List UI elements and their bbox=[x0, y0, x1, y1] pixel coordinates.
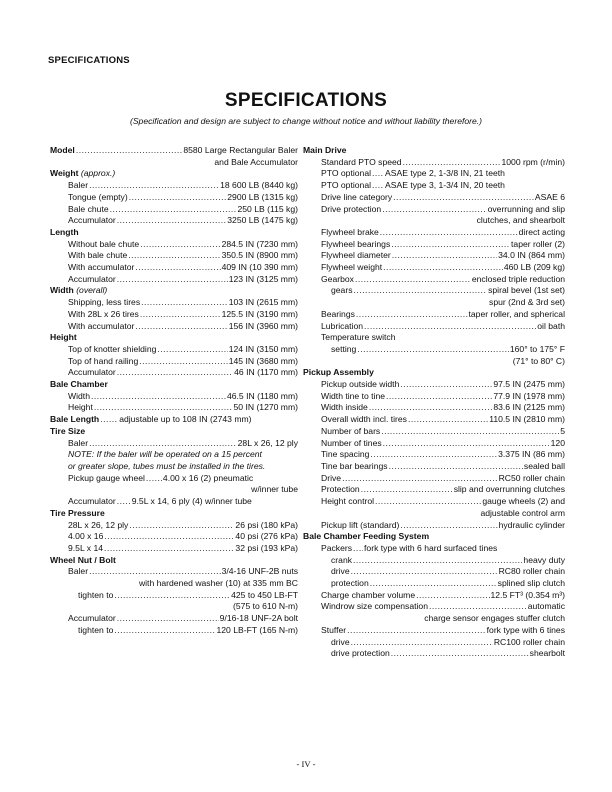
dot-leader bbox=[139, 356, 228, 368]
spec-label: Width inside bbox=[321, 402, 368, 413]
spec-row bbox=[50, 321, 298, 333]
spec-value: taper roller, and spherical bbox=[468, 308, 565, 319]
spec-label: PTO optional bbox=[321, 180, 372, 191]
spec-label: 28L x 26, 12 ply bbox=[68, 519, 129, 530]
page-number: - IV - bbox=[296, 759, 316, 769]
spec-row bbox=[303, 379, 565, 391]
spec-value: 110.5 IN (2810 mm) bbox=[489, 414, 565, 425]
dot-leader bbox=[117, 496, 131, 508]
dot-leader bbox=[357, 344, 509, 356]
spec-value: 425 to 450 LB-FT bbox=[231, 589, 298, 600]
dot-leader bbox=[117, 367, 233, 379]
spec-value: spiral bevel (1st set) bbox=[488, 285, 565, 296]
dot-leader bbox=[353, 555, 522, 567]
spec-row bbox=[303, 250, 565, 262]
spec-row bbox=[50, 391, 298, 403]
dot-leader bbox=[370, 578, 497, 590]
spec-value: 5 bbox=[560, 425, 565, 436]
dot-leader bbox=[89, 180, 219, 192]
spec-label: Tongue (empty) bbox=[68, 191, 128, 202]
spec-value: 9/16-18 UNF-2A bolt bbox=[219, 613, 298, 624]
spec-label: Stuffer bbox=[321, 624, 347, 635]
spec-label: Accumulator bbox=[68, 613, 116, 624]
spec-row bbox=[303, 578, 565, 590]
dot-leader bbox=[140, 309, 221, 321]
spec-row bbox=[50, 215, 298, 227]
spec-row bbox=[50, 297, 298, 309]
dot-leader bbox=[91, 391, 226, 403]
spec-value: RC50 roller chain bbox=[498, 472, 565, 483]
spec-row bbox=[50, 180, 298, 192]
spec-row bbox=[303, 157, 565, 169]
spec-row bbox=[50, 531, 298, 543]
spec-label: Top of hand railing bbox=[68, 355, 139, 366]
spec-value: 50 IN (1270 mm) bbox=[233, 402, 298, 413]
spec-value: ASAE 6 bbox=[534, 191, 565, 202]
dot-leader bbox=[354, 285, 488, 297]
spec-label: tighten to bbox=[78, 624, 114, 635]
spec-value: taper roller (2) bbox=[511, 238, 565, 249]
spec-label: Tine spacing bbox=[321, 449, 370, 460]
gears-cont: spur (2nd & 3rd set) bbox=[489, 297, 565, 308]
spec-label: (approx.) bbox=[80, 168, 116, 179]
spec-value: 12.5 FT³ (0.354 m³) bbox=[490, 589, 565, 600]
spec-label: Height bbox=[68, 402, 93, 413]
dot-leader bbox=[355, 274, 471, 286]
spec-row bbox=[303, 274, 565, 286]
spec-row bbox=[50, 543, 298, 555]
spec-row bbox=[303, 321, 565, 333]
spec-row bbox=[303, 473, 565, 485]
spec-value: overrunning and slip bbox=[487, 203, 565, 214]
spec-row bbox=[50, 473, 298, 485]
spec-label: Baler bbox=[68, 566, 89, 577]
dot-leader bbox=[89, 566, 221, 578]
dot-leader bbox=[372, 168, 384, 180]
spec-label: Protection bbox=[321, 484, 360, 495]
spec-value: fork type with 6 tines bbox=[486, 624, 565, 635]
dot-leader bbox=[351, 566, 498, 578]
spec-row bbox=[303, 625, 565, 637]
dot-leader bbox=[369, 402, 493, 414]
spec-label: tighten to bbox=[78, 589, 114, 600]
spec-row bbox=[303, 391, 565, 403]
spec-label: Width bbox=[50, 285, 74, 296]
section-wheel-nut: Wheel Nut / Bolt bbox=[50, 554, 116, 565]
spec-row-bale-length bbox=[50, 414, 298, 426]
spec-label: (overall) bbox=[76, 285, 108, 296]
spec-label: Bale Length bbox=[50, 414, 100, 425]
spec-label: 9.5L x 14 bbox=[68, 542, 104, 553]
dot-leader bbox=[347, 625, 485, 637]
spec-value: 26 psi (180 kPa) bbox=[235, 519, 298, 530]
spec-label: Number of tines bbox=[321, 437, 382, 448]
spec-label: Baler bbox=[68, 180, 89, 191]
spec-value: 160° to 175° F bbox=[509, 343, 565, 354]
spec-value: RC80 roller chain bbox=[498, 566, 565, 577]
spec-value: 250 LB (115 kg) bbox=[237, 203, 298, 214]
spec-label: gears bbox=[331, 285, 353, 296]
spec-value: 460 LB (209 kg) bbox=[503, 262, 565, 273]
dot-leader bbox=[429, 601, 527, 613]
spec-label: Flywheel bearings bbox=[321, 238, 391, 249]
temp-setting-cont: (71° to 80° C) bbox=[512, 355, 565, 366]
spec-row bbox=[303, 402, 565, 414]
dot-leader bbox=[403, 157, 501, 169]
spec-row bbox=[50, 367, 298, 379]
spec-label: Standard PTO speed bbox=[321, 156, 402, 167]
spec-label: drive protection bbox=[331, 648, 390, 659]
spec-row bbox=[50, 192, 298, 204]
spec-label: Top of knotter shielding bbox=[68, 343, 157, 354]
section-main-drive: Main Drive bbox=[303, 145, 347, 155]
spec-row bbox=[50, 590, 298, 602]
spec-row bbox=[303, 601, 565, 613]
spec-label: Packers bbox=[321, 542, 353, 553]
tire-note: NOTE: If the baler will be operated on a 15 percent bbox=[68, 449, 262, 460]
spec-row bbox=[303, 204, 565, 216]
right-column bbox=[303, 145, 565, 660]
dot-leader bbox=[353, 543, 363, 555]
dot-leader bbox=[400, 520, 497, 532]
dot-leader bbox=[104, 543, 234, 555]
spec-label: With accumulator bbox=[68, 320, 135, 331]
page-subtitle: (Specification and design are subject to change without notice and without liability therefore.) bbox=[129, 116, 483, 126]
section-bale-chamber: Bale Chamber bbox=[50, 379, 108, 390]
spec-row bbox=[50, 239, 298, 251]
section-feeding: Bale Chamber Feeding System bbox=[303, 531, 430, 542]
dot-leader bbox=[110, 204, 237, 216]
section-weight bbox=[50, 168, 298, 180]
spec-value: 9.5L x 14, 6 ply (4) w/inner tube bbox=[131, 496, 252, 507]
spec-value: 97.5 IN (2475 mm) bbox=[493, 379, 565, 390]
spec-label: Tine bar bearings bbox=[321, 460, 388, 471]
spec-label: Accumulator bbox=[68, 215, 116, 226]
spec-value: 28L x 26, 12 ply bbox=[237, 437, 298, 448]
spec-row bbox=[50, 402, 298, 414]
spec-value: ASAE type 2, 1-3/8 IN, 21 teeth bbox=[385, 168, 505, 179]
spec-row bbox=[303, 239, 565, 251]
dot-leader bbox=[128, 250, 220, 262]
spec-label: protection bbox=[331, 578, 369, 589]
pickup-gauge-cont: w/inner tube bbox=[251, 484, 298, 495]
dot-leader bbox=[135, 262, 220, 274]
spec-value: 284.5 IN (7230 mm) bbox=[221, 238, 298, 249]
spec-row bbox=[303, 648, 565, 660]
dot-leader bbox=[351, 637, 493, 649]
spec-row bbox=[50, 309, 298, 321]
dot-leader bbox=[400, 379, 492, 391]
spec-value: 125.5 IN (3190 mm) bbox=[221, 308, 298, 319]
running-header: SPECIFICATIONS bbox=[48, 55, 130, 66]
spec-value: 124 IN (3150 mm) bbox=[228, 343, 298, 354]
spec-row bbox=[303, 309, 565, 321]
spec-label: PTO optional bbox=[321, 168, 372, 179]
spec-value: 145 IN (3680 mm) bbox=[228, 355, 298, 366]
section-height: Height bbox=[50, 332, 77, 343]
spec-value: 103 IN (2615 mm) bbox=[228, 297, 298, 308]
dot-leader bbox=[76, 145, 183, 157]
model-label: Model bbox=[50, 145, 75, 155]
dot-leader bbox=[383, 262, 503, 274]
spec-label: Width tine to tine bbox=[321, 390, 386, 401]
spec-row bbox=[50, 356, 298, 368]
dot-leader bbox=[141, 297, 228, 309]
section-width bbox=[50, 285, 298, 297]
drive-protection-cont: clutches, and shearbolt bbox=[476, 215, 565, 226]
spec-row bbox=[50, 344, 298, 356]
spec-row bbox=[303, 192, 565, 204]
page-title: SPECIFICATIONS bbox=[224, 90, 388, 111]
spec-value: 120 bbox=[550, 437, 565, 448]
spec-label: With accumulator bbox=[68, 262, 135, 273]
spec-value: 1000 rpm (r/min) bbox=[501, 156, 565, 167]
spec-label: Width bbox=[68, 390, 90, 401]
spec-row bbox=[303, 520, 565, 532]
dot-leader bbox=[89, 438, 237, 450]
dot-leader bbox=[383, 438, 550, 450]
spec-row bbox=[50, 262, 298, 274]
spec-value: adjustable up to 108 IN (2743 mm) bbox=[119, 414, 252, 425]
spec-label: Accumulator bbox=[68, 273, 116, 284]
spec-value: fork type with 6 hard surfaced tines bbox=[364, 542, 498, 553]
spec-label: Drive line category bbox=[321, 191, 393, 202]
model-value-cont: and Bale Accumulator bbox=[214, 156, 298, 167]
spec-value: 409 IN (10 390 mm) bbox=[221, 262, 298, 273]
spec-label: Overall width incl. tires bbox=[321, 414, 407, 425]
spec-label: Weight bbox=[50, 168, 79, 179]
height-control-cont: adjustable control arm bbox=[480, 507, 565, 518]
spec-label: drive bbox=[331, 636, 350, 647]
spec-row bbox=[50, 613, 298, 625]
dot-leader bbox=[389, 461, 523, 473]
dot-leader bbox=[135, 321, 227, 333]
spec-label: Baler bbox=[68, 437, 89, 448]
dot-leader bbox=[381, 426, 559, 438]
spec-value: 4.00 x 16 (2) pneumatic bbox=[162, 472, 254, 483]
spec-row bbox=[50, 274, 298, 286]
dot-leader bbox=[386, 391, 492, 403]
spec-value: 40 psi (276 kPa) bbox=[235, 531, 298, 542]
dot-leader bbox=[140, 239, 220, 251]
spec-value: splined slip clutch bbox=[497, 578, 565, 589]
spec-value: 156 IN (3960 mm) bbox=[228, 320, 298, 331]
dot-leader bbox=[416, 590, 489, 602]
spec-label: Pickup gauge wheel bbox=[68, 472, 145, 483]
spec-value: hydraulic cylinder bbox=[498, 519, 565, 530]
spec-row bbox=[50, 204, 298, 216]
spec-row bbox=[50, 250, 298, 262]
spec-row bbox=[303, 566, 565, 578]
spec-row bbox=[303, 262, 565, 274]
spec-value: RC100 roller chain bbox=[493, 636, 565, 647]
dot-leader bbox=[393, 192, 534, 204]
section-tire-size: Tire Size bbox=[50, 425, 86, 436]
section-length: Length bbox=[50, 226, 79, 237]
dot-leader bbox=[129, 192, 227, 204]
spec-row bbox=[303, 484, 565, 496]
dot-leader bbox=[114, 625, 215, 637]
spec-label: Flywheel weight bbox=[321, 262, 383, 273]
spec-label: Pickup lift (standard) bbox=[321, 519, 400, 530]
left-column bbox=[50, 145, 298, 637]
spec-value: 46 IN (1170 mm) bbox=[234, 367, 298, 378]
dot-leader bbox=[157, 344, 227, 356]
dot-leader bbox=[117, 274, 228, 286]
spec-value: 77.9 IN (1978 mm) bbox=[493, 390, 565, 401]
spec-row bbox=[303, 168, 565, 180]
spec-value: gauge wheels (2) and bbox=[482, 496, 565, 507]
spec-label: Flywheel diameter bbox=[321, 250, 391, 261]
dot-leader bbox=[382, 204, 486, 216]
dot-leader bbox=[117, 215, 227, 227]
spec-label: With bale chute bbox=[68, 250, 128, 261]
spec-label: Windrow size compensation bbox=[321, 601, 428, 612]
spec-label: Shipping, less tires bbox=[68, 297, 141, 308]
dot-leader bbox=[392, 250, 497, 262]
spec-label: Accumulator bbox=[68, 367, 116, 378]
temp-switch-label: Temperature switch bbox=[321, 332, 396, 343]
spec-row bbox=[50, 520, 298, 532]
spec-row-model bbox=[50, 145, 298, 157]
windrow-cont: charge sensor engages stuffer clutch bbox=[424, 613, 565, 624]
dot-leader bbox=[100, 414, 118, 426]
spec-label: Pickup outside width bbox=[321, 379, 400, 390]
spec-row bbox=[303, 496, 565, 508]
spec-row bbox=[303, 438, 565, 450]
spec-label: Gearbox bbox=[321, 273, 354, 284]
dot-leader bbox=[391, 648, 529, 660]
spec-value: 83.6 IN (2125 mm) bbox=[493, 402, 565, 413]
spec-label: Number of bars bbox=[321, 425, 381, 436]
spec-label: Drive bbox=[321, 472, 342, 483]
spec-row bbox=[303, 555, 565, 567]
spec-label: setting bbox=[331, 343, 357, 354]
spec-label: crank bbox=[331, 554, 353, 565]
spec-label: Bearings bbox=[321, 308, 355, 319]
spec-label: Lubrication bbox=[321, 320, 364, 331]
spec-label: Flywheel brake bbox=[321, 226, 379, 237]
spec-value: 3.375 IN (86 mm) bbox=[498, 449, 565, 460]
spec-row bbox=[303, 426, 565, 438]
dot-leader bbox=[129, 520, 234, 532]
spec-value: sealed ball bbox=[523, 460, 565, 471]
spec-value: 3250 LB (1475 kg) bbox=[227, 215, 298, 226]
spec-row bbox=[303, 227, 565, 239]
spec-value: 18 600 LB (8440 kg) bbox=[220, 180, 298, 191]
spec-value: 120 LB-FT (165 N-m) bbox=[216, 624, 298, 635]
spec-value: 2900 LB (1315 kg) bbox=[227, 191, 298, 202]
spec-value: slip and overrunning clutches bbox=[453, 484, 565, 495]
dot-leader bbox=[375, 496, 481, 508]
spec-label: Height control bbox=[321, 496, 375, 507]
spec-row bbox=[50, 625, 298, 637]
spec-value: 3/4-16 UNF-2B nuts bbox=[221, 566, 298, 577]
dot-leader bbox=[117, 613, 219, 625]
tire-note: or greater slope, tubes must be installed in the tires. bbox=[68, 460, 266, 471]
spec-value: 32 psi (193 kPa) bbox=[235, 542, 298, 553]
spec-row bbox=[303, 449, 565, 461]
spec-row bbox=[303, 414, 565, 426]
spec-label: Bale chute bbox=[68, 203, 109, 214]
dot-leader bbox=[370, 449, 497, 461]
dot-leader bbox=[391, 239, 510, 251]
spec-label: 4.00 x 16 bbox=[68, 531, 104, 542]
spec-row bbox=[303, 590, 565, 602]
spec-value: shearbolt bbox=[529, 648, 565, 659]
spec-value: 34.0 IN (864 mm) bbox=[498, 250, 565, 261]
dot-leader bbox=[356, 309, 468, 321]
section-tire-pressure: Tire Pressure bbox=[50, 507, 105, 518]
dot-leader bbox=[342, 473, 498, 485]
spec-label: Charge chamber volume bbox=[321, 589, 416, 600]
spec-row bbox=[50, 496, 298, 508]
section-pickup: Pickup Assembly bbox=[303, 367, 374, 378]
model-value: 8580 Large Rectangular Baler bbox=[183, 145, 298, 155]
spec-row bbox=[303, 285, 565, 297]
spec-value: 123 IN (3125 mm) bbox=[228, 273, 298, 284]
spec-row bbox=[303, 637, 565, 649]
dot-leader bbox=[380, 227, 518, 239]
spec-value: enclosed triple reduction bbox=[471, 273, 565, 284]
spec-label: drive bbox=[331, 566, 350, 577]
dot-leader bbox=[364, 321, 536, 333]
wheel-nut-cont: with hardened washer (10) at 335 mm BC bbox=[138, 578, 298, 589]
spec-value: heavy duty bbox=[523, 554, 565, 565]
dot-leader bbox=[114, 590, 230, 602]
spec-row bbox=[50, 566, 298, 578]
spec-row bbox=[303, 180, 565, 192]
spec-label: Without bale chute bbox=[68, 238, 140, 249]
spec-value: 350.5 IN (8900 mm) bbox=[221, 250, 298, 261]
wheel-nut-torque-cont: (575 to 610 N-m) bbox=[233, 601, 298, 612]
spec-value: automatic bbox=[527, 601, 565, 612]
spec-label: Accumulator bbox=[68, 496, 116, 507]
dot-leader bbox=[104, 531, 234, 543]
spec-value: 46.5 IN (1180 mm) bbox=[226, 390, 298, 401]
dot-leader bbox=[146, 473, 162, 485]
spec-label: Drive protection bbox=[321, 203, 382, 214]
spec-row bbox=[303, 543, 565, 555]
spec-label: With 28L x 26 tires bbox=[68, 308, 139, 319]
spec-row bbox=[303, 344, 565, 356]
spec-value: direct acting bbox=[518, 226, 565, 237]
dot-leader bbox=[361, 484, 453, 496]
spec-row bbox=[50, 438, 298, 450]
spec-value: oil bath bbox=[537, 320, 565, 331]
spec-value: ASAE type 3, 1-3/4 IN, 20 teeth bbox=[385, 180, 505, 191]
dot-leader bbox=[372, 180, 384, 192]
dot-leader bbox=[408, 414, 488, 426]
spec-row bbox=[303, 461, 565, 473]
dot-leader bbox=[94, 402, 233, 414]
